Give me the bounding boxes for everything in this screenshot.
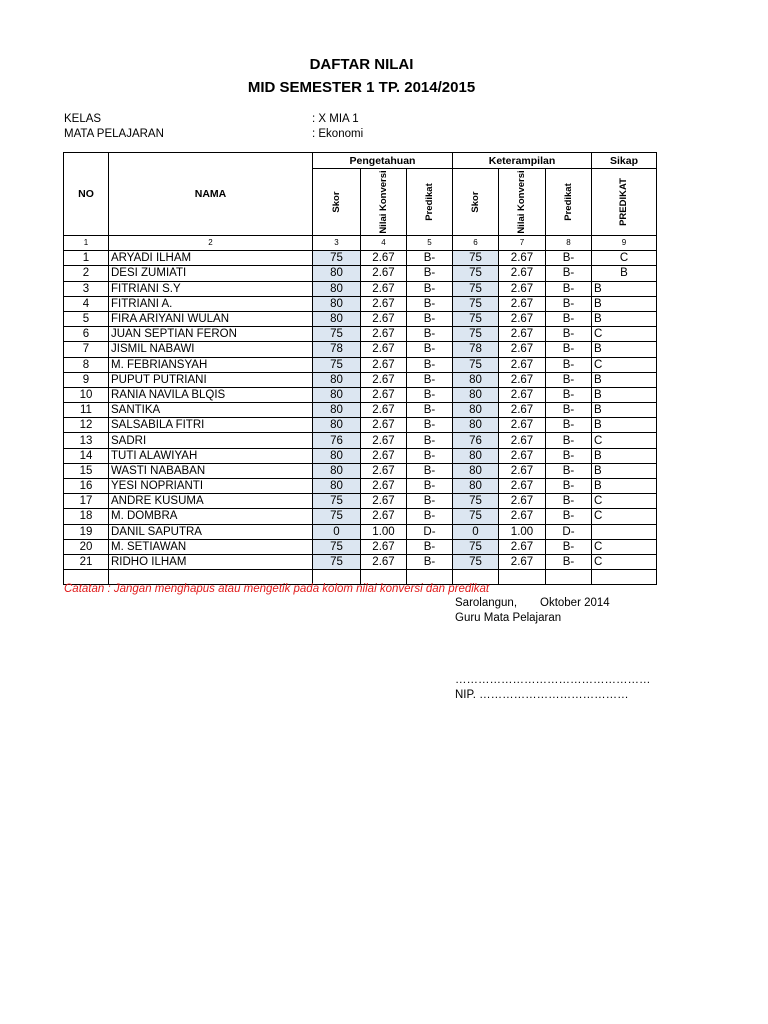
- sub-predikat-header: Predikat: [407, 169, 453, 236]
- row-pengetahuan-nilai-konversi: 2.67: [361, 357, 407, 372]
- row-no: 3: [64, 281, 109, 296]
- signature-role: Guru Mata Pelajaran: [455, 612, 562, 624]
- sub-predikat-sikap-header: PREDIKAT: [592, 169, 657, 236]
- sub-predikat-header: Predikat: [546, 169, 592, 236]
- row-keterampilan-predikat: D-: [546, 524, 592, 539]
- row-pengetahuan-nilai-konversi: 2.67: [361, 372, 407, 387]
- row-keterampilan-predikat: B-: [546, 403, 592, 418]
- row-no: 17: [64, 494, 109, 509]
- row-pengetahuan-predikat: B-: [407, 251, 453, 266]
- mapel-value: : Ekonomi: [312, 128, 364, 140]
- row-keterampilan-nilai-konversi: 2.67: [499, 403, 546, 418]
- row-pengetahuan-nilai-konversi: 2.67: [361, 387, 407, 402]
- row-sikap-predikat: B: [592, 448, 657, 463]
- row-pengetahuan-predikat: B-: [407, 342, 453, 357]
- row-pengetahuan-skor: 80: [313, 372, 361, 387]
- row-keterampilan-predikat: B-: [546, 266, 592, 281]
- table-row: [64, 418, 657, 433]
- row-pengetahuan-nilai-konversi: 2.67: [361, 281, 407, 296]
- row-sikap-predikat: B: [592, 372, 657, 387]
- row-sikap-predikat: B: [592, 418, 657, 433]
- row-keterampilan-predikat: B-: [546, 296, 592, 311]
- column-number: 6: [453, 236, 499, 251]
- table-row: [64, 327, 657, 342]
- row-sikap-predikat: B: [592, 479, 657, 494]
- row-pengetahuan-nilai-konversi: 2.67: [361, 327, 407, 342]
- row-no: 14: [64, 448, 109, 463]
- row-keterampilan-nilai-konversi: 2.67: [499, 281, 546, 296]
- row-pengetahuan-nilai-konversi: 2.67: [361, 463, 407, 478]
- row-pengetahuan-nilai-konversi: 2.67: [361, 251, 407, 266]
- column-number: 4: [361, 236, 407, 251]
- kelas-label: KELAS: [64, 113, 102, 125]
- row-pengetahuan-nilai-konversi: 2.67: [361, 433, 407, 448]
- row-no: 1: [64, 251, 109, 266]
- row-pengetahuan-predikat: B-: [407, 479, 453, 494]
- column-number: 8: [546, 236, 592, 251]
- row-no: 20: [64, 539, 109, 554]
- row-pengetahuan-predikat: B-: [407, 494, 453, 509]
- row-sikap-predikat: C: [592, 509, 657, 524]
- grade-table: [63, 152, 657, 585]
- row-keterampilan-nilai-konversi: 2.67: [499, 327, 546, 342]
- row-keterampilan-predikat: B-: [546, 281, 592, 296]
- row-nama: SANTIKA: [109, 403, 313, 418]
- signature-name-line: ……………………………………………: [455, 674, 651, 686]
- row-pengetahuan-predikat: B-: [407, 539, 453, 554]
- row-nama: M. SETIAWAN: [109, 539, 313, 554]
- row-pengetahuan-nilai-konversi: 2.67: [361, 311, 407, 326]
- table-row: [64, 554, 657, 569]
- row-keterampilan-skor: 75: [453, 327, 499, 342]
- row-pengetahuan-skor: 80: [313, 463, 361, 478]
- row-sikap-predikat: B: [592, 403, 657, 418]
- sub-skor-header: Skor: [313, 169, 361, 236]
- table-row: [64, 509, 657, 524]
- row-pengetahuan-skor: 75: [313, 494, 361, 509]
- row-pengetahuan-predikat: B-: [407, 448, 453, 463]
- row-no: 5: [64, 311, 109, 326]
- row-pengetahuan-predikat: B-: [407, 296, 453, 311]
- row-pengetahuan-predikat: B-: [407, 554, 453, 569]
- col-no-header: NO: [64, 153, 109, 236]
- row-keterampilan-predikat: B-: [546, 251, 592, 266]
- row-nama: M. DOMBRA: [109, 509, 313, 524]
- row-pengetahuan-skor: 75: [313, 539, 361, 554]
- row-sikap-predikat: C: [592, 554, 657, 569]
- row-keterampilan-predikat: B-: [546, 509, 592, 524]
- table-row: [64, 296, 657, 311]
- row-keterampilan-nilai-konversi: 2.67: [499, 418, 546, 433]
- row-pengetahuan-predikat: B-: [407, 266, 453, 281]
- row-pengetahuan-skor: 80: [313, 479, 361, 494]
- row-no: 18: [64, 509, 109, 524]
- row-nama: ARYADI ILHAM: [109, 251, 313, 266]
- row-keterampilan-predikat: B-: [546, 539, 592, 554]
- table-row: [64, 357, 657, 372]
- row-keterampilan-nilai-konversi: 2.67: [499, 311, 546, 326]
- row-keterampilan-skor: 75: [453, 357, 499, 372]
- row-pengetahuan-predikat: B-: [407, 327, 453, 342]
- column-number: 2: [109, 236, 313, 251]
- row-pengetahuan-skor: 80: [313, 387, 361, 402]
- row-keterampilan-nilai-konversi: 2.67: [499, 463, 546, 478]
- row-no: 11: [64, 403, 109, 418]
- row-no: 10: [64, 387, 109, 402]
- table-row: [64, 494, 657, 509]
- row-sikap-predikat: C: [592, 327, 657, 342]
- row-keterampilan-skor: 75: [453, 509, 499, 524]
- row-pengetahuan-nilai-konversi: 2.67: [361, 479, 407, 494]
- row-nama: RIDHO ILHAM: [109, 554, 313, 569]
- row-no: 19: [64, 524, 109, 539]
- row-keterampilan-predikat: B-: [546, 463, 592, 478]
- row-nama: DANIL SAPUTRA: [109, 524, 313, 539]
- row-sikap-predikat: B: [592, 266, 657, 281]
- row-keterampilan-nilai-konversi: 2.67: [499, 251, 546, 266]
- row-keterampilan-predikat: B-: [546, 494, 592, 509]
- row-pengetahuan-skor: 75: [313, 509, 361, 524]
- row-pengetahuan-nilai-konversi: 1.00: [361, 524, 407, 539]
- row-keterampilan-skor: 76: [453, 433, 499, 448]
- row-pengetahuan-predikat: B-: [407, 387, 453, 402]
- row-keterampilan-predikat: B-: [546, 433, 592, 448]
- row-pengetahuan-predikat: B-: [407, 372, 453, 387]
- row-keterampilan-nilai-konversi: 2.67: [499, 494, 546, 509]
- row-pengetahuan-nilai-konversi: 2.67: [361, 403, 407, 418]
- row-nama: SALSABILA FITRI: [109, 418, 313, 433]
- row-keterampilan-predikat: B-: [546, 357, 592, 372]
- row-pengetahuan-skor: 0: [313, 524, 361, 539]
- row-keterampilan-skor: 78: [453, 342, 499, 357]
- row-pengetahuan-skor: 75: [313, 327, 361, 342]
- row-pengetahuan-skor: 75: [313, 251, 361, 266]
- row-pengetahuan-predikat: B-: [407, 433, 453, 448]
- row-nama: FIRA ARIYANI WULAN: [109, 311, 313, 326]
- table-row: [64, 266, 657, 281]
- row-pengetahuan-nilai-konversi: 2.67: [361, 418, 407, 433]
- row-keterampilan-skor: 80: [453, 448, 499, 463]
- sub-skor-header: Skor: [453, 169, 499, 236]
- row-pengetahuan-skor: 80: [313, 311, 361, 326]
- column-number: 9: [592, 236, 657, 251]
- row-pengetahuan-skor: 80: [313, 418, 361, 433]
- row-pengetahuan-predikat: B-: [407, 357, 453, 372]
- row-no: 15: [64, 463, 109, 478]
- row-pengetahuan-nilai-konversi: 2.67: [361, 296, 407, 311]
- row-keterampilan-skor: 80: [453, 463, 499, 478]
- row-pengetahuan-predikat: B-: [407, 418, 453, 433]
- row-keterampilan-nilai-konversi: 2.67: [499, 479, 546, 494]
- row-sikap-predikat: C: [592, 251, 657, 266]
- row-no: 7: [64, 342, 109, 357]
- table-row: [64, 403, 657, 418]
- row-pengetahuan-skor: 78: [313, 342, 361, 357]
- row-keterampilan-nilai-konversi: 2.67: [499, 433, 546, 448]
- row-pengetahuan-skor: 80: [313, 448, 361, 463]
- table-row: [64, 251, 657, 266]
- row-keterampilan-nilai-konversi: 1.00: [499, 524, 546, 539]
- row-pengetahuan-nilai-konversi: 2.67: [361, 448, 407, 463]
- note-text: Catatan : Jangan menghapus atau mengetik pada kolom nilai konversi dan predikat: [64, 583, 490, 595]
- signature-place: Sarolangun,: [455, 597, 518, 609]
- row-keterampilan-skor: 0: [453, 524, 499, 539]
- table-row: [64, 539, 657, 554]
- table-row: [64, 433, 657, 448]
- row-keterampilan-skor: 75: [453, 266, 499, 281]
- row-nama: M. FEBRIANSYAH: [109, 357, 313, 372]
- row-sikap-predikat: C: [592, 357, 657, 372]
- row-keterampilan-nilai-konversi: 2.67: [499, 539, 546, 554]
- row-pengetahuan-skor: 80: [313, 281, 361, 296]
- row-keterampilan-skor: 75: [453, 281, 499, 296]
- row-keterampilan-nilai-konversi: 2.67: [499, 296, 546, 311]
- row-no: 2: [64, 266, 109, 281]
- row-keterampilan-skor: 75: [453, 296, 499, 311]
- row-pengetahuan-nilai-konversi: 2.67: [361, 509, 407, 524]
- row-keterampilan-predikat: B-: [546, 387, 592, 402]
- row-sikap-predikat: C: [592, 433, 657, 448]
- row-sikap-predikat: B: [592, 281, 657, 296]
- row-keterampilan-skor: 80: [453, 403, 499, 418]
- row-keterampilan-predikat: B-: [546, 418, 592, 433]
- row-pengetahuan-nilai-konversi: 2.67: [361, 342, 407, 357]
- row-pengetahuan-predikat: D-: [407, 524, 453, 539]
- row-pengetahuan-predikat: B-: [407, 509, 453, 524]
- col-nama-header: NAMA: [109, 153, 313, 236]
- table-row: [64, 311, 657, 326]
- table-row: [64, 281, 657, 296]
- row-sikap-predikat: B: [592, 311, 657, 326]
- row-no: 4: [64, 296, 109, 311]
- signature-date: Oktober 2014: [540, 597, 610, 609]
- row-pengetahuan-skor: 80: [313, 403, 361, 418]
- group-keterampilan-header: Keterampilan: [453, 153, 592, 169]
- row-keterampilan-predikat: B-: [546, 327, 592, 342]
- row-pengetahuan-nilai-konversi: 2.67: [361, 539, 407, 554]
- row-pengetahuan-skor: 80: [313, 296, 361, 311]
- row-keterampilan-predikat: B-: [546, 448, 592, 463]
- row-nama: WASTI NABABAN: [109, 463, 313, 478]
- signature-nip: NIP. …………………………………: [455, 689, 629, 701]
- row-nama: RANIA NAVILA BLQIS: [109, 387, 313, 402]
- row-keterampilan-predikat: B-: [546, 554, 592, 569]
- row-pengetahuan-skor: 76: [313, 433, 361, 448]
- page-subtitle: MID SEMESTER 1 TP. 2014/2015: [247, 79, 476, 96]
- row-sikap-predikat: B: [592, 387, 657, 402]
- row-no: 16: [64, 479, 109, 494]
- row-nama: FITRIANI A.: [109, 296, 313, 311]
- row-pengetahuan-nilai-konversi: 2.67: [361, 266, 407, 281]
- table-row: [64, 524, 657, 539]
- table-row: [64, 342, 657, 357]
- row-no: 21: [64, 554, 109, 569]
- table-row: [64, 372, 657, 387]
- kelas-value: : X MIA 1: [312, 113, 359, 125]
- row-pengetahuan-predikat: B-: [407, 311, 453, 326]
- row-keterampilan-predikat: B-: [546, 479, 592, 494]
- row-no: 8: [64, 357, 109, 372]
- row-keterampilan-skor: 75: [453, 251, 499, 266]
- row-nama: ANDRE KUSUMA: [109, 494, 313, 509]
- row-nama: DESI ZUMIATI: [109, 266, 313, 281]
- column-number: 3: [313, 236, 361, 251]
- group-pengetahuan-header: Pengetahuan: [313, 153, 453, 169]
- column-number-row: [64, 236, 657, 251]
- row-sikap-predikat: C: [592, 494, 657, 509]
- row-pengetahuan-predikat: B-: [407, 403, 453, 418]
- row-no: 13: [64, 433, 109, 448]
- row-keterampilan-nilai-konversi: 2.67: [499, 387, 546, 402]
- row-pengetahuan-skor: 75: [313, 357, 361, 372]
- row-keterampilan-nilai-konversi: 2.67: [499, 554, 546, 569]
- row-keterampilan-skor: 75: [453, 494, 499, 509]
- table-row: [64, 448, 657, 463]
- row-pengetahuan-nilai-konversi: 2.67: [361, 554, 407, 569]
- table-row: [64, 387, 657, 402]
- sub-nilai-konversi-header: Nilai Konversi: [499, 169, 546, 236]
- row-keterampilan-predikat: B-: [546, 342, 592, 357]
- row-sikap-predikat: B: [592, 463, 657, 478]
- row-keterampilan-skor: 75: [453, 539, 499, 554]
- row-nama: SADRI: [109, 433, 313, 448]
- row-keterampilan-skor: 80: [453, 372, 499, 387]
- row-nama: TUTI ALAWIYAH: [109, 448, 313, 463]
- row-pengetahuan-skor: 80: [313, 266, 361, 281]
- page-title: DAFTAR NILAI: [309, 56, 414, 73]
- row-nama: YESI NOPRIANTI: [109, 479, 313, 494]
- row-sikap-predikat: B: [592, 342, 657, 357]
- row-pengetahuan-nilai-konversi: 2.67: [361, 494, 407, 509]
- column-number: 5: [407, 236, 453, 251]
- row-keterampilan-predikat: B-: [546, 372, 592, 387]
- table-row: [64, 479, 657, 494]
- table-row: [64, 463, 657, 478]
- row-sikap-predikat: C: [592, 539, 657, 554]
- row-nama: PUPUT PUTRIANI: [109, 372, 313, 387]
- row-nama: JISMIL NABAWI: [109, 342, 313, 357]
- row-nama: JUAN SEPTIAN FERON: [109, 327, 313, 342]
- group-sikap-header: Sikap: [592, 153, 657, 169]
- row-sikap-predikat: B: [592, 296, 657, 311]
- row-keterampilan-nilai-konversi: 2.67: [499, 357, 546, 372]
- row-no: 6: [64, 327, 109, 342]
- row-pengetahuan-predikat: B-: [407, 281, 453, 296]
- row-no: 12: [64, 418, 109, 433]
- row-keterampilan-nilai-konversi: 2.67: [499, 342, 546, 357]
- row-keterampilan-skor: 80: [453, 418, 499, 433]
- row-keterampilan-skor: 75: [453, 311, 499, 326]
- column-number: 7: [499, 236, 546, 251]
- sub-nilai-konversi-header: Nilai Konversi: [361, 169, 407, 236]
- row-keterampilan-skor: 75: [453, 554, 499, 569]
- row-pengetahuan-predikat: B-: [407, 463, 453, 478]
- row-keterampilan-nilai-konversi: 2.67: [499, 372, 546, 387]
- row-no: 9: [64, 372, 109, 387]
- row-keterampilan-nilai-konversi: 2.67: [499, 448, 546, 463]
- row-keterampilan-skor: 80: [453, 387, 499, 402]
- row-keterampilan-skor: 80: [453, 479, 499, 494]
- row-nama: FITRIANI S.Y: [109, 281, 313, 296]
- row-pengetahuan-skor: 75: [313, 554, 361, 569]
- mapel-label: MATA PELAJARAN: [64, 128, 164, 140]
- row-keterampilan-nilai-konversi: 2.67: [499, 509, 546, 524]
- row-sikap-predikat: [592, 524, 657, 539]
- row-keterampilan-nilai-konversi: 2.67: [499, 266, 546, 281]
- row-keterampilan-predikat: B-: [546, 311, 592, 326]
- column-number: 1: [64, 236, 109, 251]
